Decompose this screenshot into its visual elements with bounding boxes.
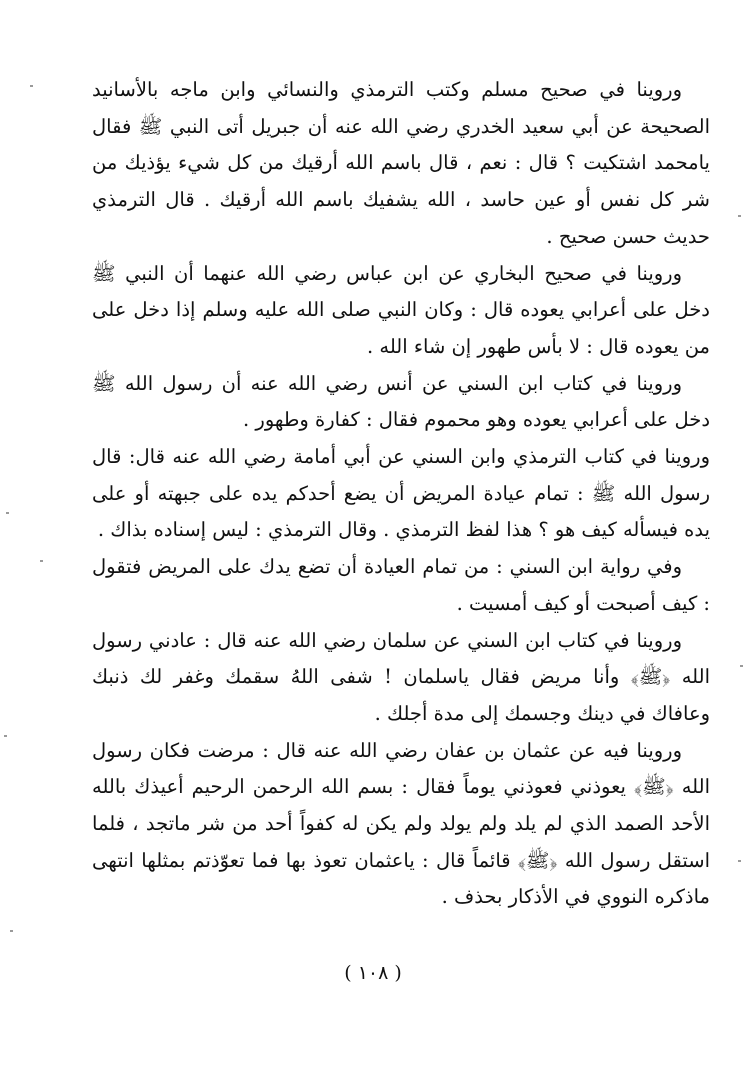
paragraph-3: وروينا في كتاب ابن السني عن أنس رضي الله عنه أن رسول الله ﷺ دخل على أعرابي يعوده وهو محموم فقال : كفارة وطهور .: [92, 371, 710, 432]
paragraph-7: وروينا فيه عن عثمان بن عفان رضي الله عنه قال : مرضت فكان رسول الله ﴿ﷺ﴾ يعوذني فعوذني يوماً فقال : بسم الله الرحمن الرحيم أعيذك بالله الأحد الصمد الذي لم يلد ولم يولد ولم يكن له كفواً أحد من شر ماتجد ، فلما استقل رسول الله ﴿ﷺ﴾ قائماً قال : ياعثمان تعوذ بها فما تعوّذتم بمثلها انتهى ماذكره النووي في الأذكار بحذف .: [92, 738, 710, 909]
scan-speck: [738, 215, 741, 217]
page-number: ( ١٠٨ ): [344, 962, 402, 984]
scan-speck: [4, 735, 7, 737]
paragraph-2: وروينا في صحيح البخاري عن ابن عباس رضي الله عنهما أن النبي ﷺ دخل على أعرابي يعوده قال : وكان النبي صلى الله عليه وسلم إذا دخل على من يعوده قال : لا بأس طهور إن شاء الله .: [92, 261, 710, 358]
scan-speck: [30, 85, 33, 87]
paragraph-4: وروينا في كتاب الترمذي وابن السني عن أبي أمامة رضي الله عنه قال: قال رسول الله ﷺ : تمام عيادة المريض أن يضع أحدكم يده على جبهته أو على يده فيسأله كيف هو ؟ هذا لفظ الترمذي . وقال الترمذي : ليس إسناده بذاك .: [92, 445, 710, 542]
scan-speck: [738, 860, 741, 862]
scan-speck: [6, 512, 9, 514]
scan-speck: [40, 560, 43, 562]
paragraph-5: وفي رواية ابن السني : من تمام العيادة أن تضع يدك على المريض فتقول : كيف أصبحت أو كيف أمسيت .: [92, 555, 710, 615]
paragraph-6: وروينا في كتاب ابن السني عن سلمان رضي الله عنه قال : عادني رسول الله ﴿ﷺ﴾ وأنا مريض فقال ياسلمان ! شفى اللهُ سقمك وغفر لك ذنبك وعافاك في دينك وجسمك إلى مدة أجلك .: [92, 628, 710, 725]
scan-speck: [740, 665, 743, 667]
scan-speck: [10, 930, 13, 932]
paragraph-1: وروينا في صحيح مسلم وكتب الترمذي والنسائي وابن ماجه بالأسانيد الصحيحة عن أبي سعيد الخدري رضي الله عنه أن جبريل أتى النبي ﷺ فقال يامحمد اشتكيت ؟ قال : نعم ، قال باسم الله أرقيك من كل شيء يؤذيك من شر كل نفس أو عين حاسد ، الله يشفيك باسم الله أرقيك . قال الترمذي حديث حسن صحيح .: [92, 78, 710, 248]
body-text: [92, 72, 710, 916]
